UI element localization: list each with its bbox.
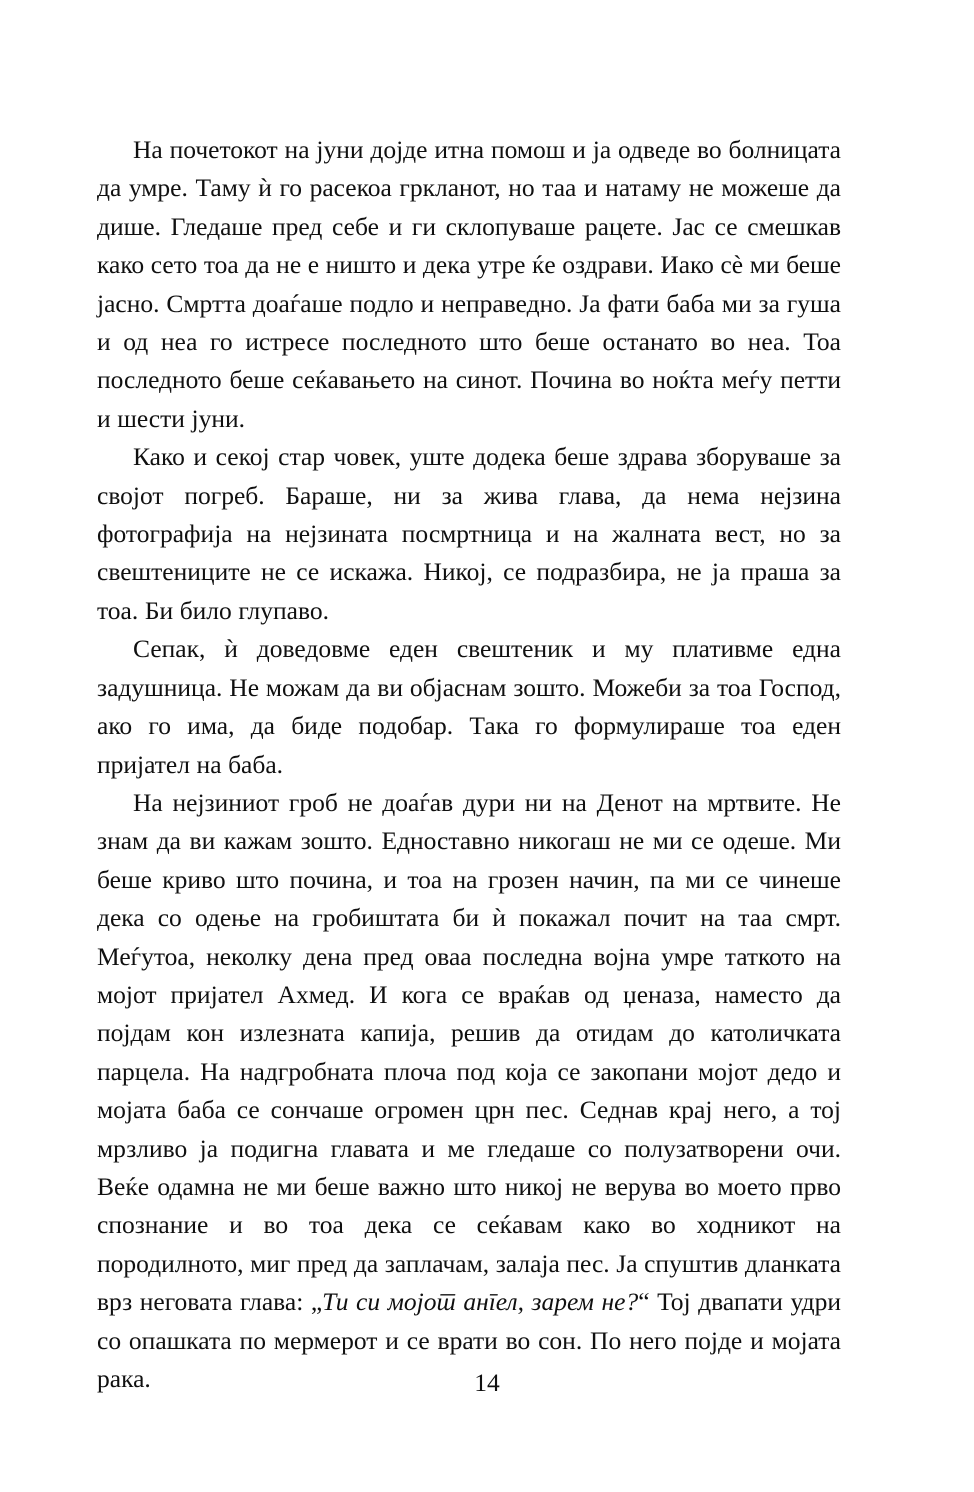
paragraph-4-text-after-quote: “ Тој двапати удри со опашката по мермерот и се врати во сон. По него појде и мојата рака. — [97, 1287, 841, 1393]
paragraph-1: На почетокот на јуни дојде итна помош и ја одведе во болницата да умре. Таму ѝ го расекоа гркланот, но таа и натаму не можеше да дише. Гледаше пред себе и ги склопуваше рацете. Јас се смешкав како сето тоа да не е ништо и дека утре ќе оздрави. Иако сѐ ми беше јасно. Смртта доаѓаше подло и неправедно. Ја фати баба ми за гуша и од неа го истресе последното што беше останато во неа. Тоа последното беше сеќавањето на синот. Почина во ноќта меѓу петти и шести јуни. — [97, 135, 841, 433]
paragraph-3: Сепак, ѝ доведовме еден свештеник и му плативме една задушница. Не можам да ви објаснам зошто. Можеби за тоа Господ, ако го има, да биде подобар. Така го формулираше тоа еден пријател на баба. — [97, 634, 841, 779]
page-text-block — [97, 131, 841, 1398]
paragraph-4 — [97, 784, 841, 1399]
paragraph-2: Како и секој стар човек, уште додека беше здрава зборуваше за својот погреб. Бараше, ни за жива глава, да нема нејзина фотографија на нејзината посмртница и на жалната вест, но за свештениците не се искажа. Никој, се подразбира, не ја праша за тоа. Би било глупаво. — [97, 442, 841, 625]
paragraph-4-text-before-quote: На нејзиниот гроб не доаѓав дури ни на Денот на мртвите. Не знам да ви кажам зошто. Едноставно никогаш не ми се одеше. Ми беше криво што почина, и тоа на грозен начин, па ми се чинеше дека со одење на гробиштата би ѝ покажал почит на таа смрт. Меѓутоа, неколку дена пред оваа последна војна умре таткото на мојот пријател Ахмед. И кога се враќав од џеназа, наместо да појдам кон излезната капија, решив да отидам до католичката парцела. На надгробната плоча под која се закопани мојот дедо и мојата баба се сончаше огромен црн пес. Седнав крај него, а тој мрзливо ја подигна главата и ме гледаше со полузатворени очи. Веќе одамна не ми беше важно што никој не верува во моето прво спознание и во тоа дека се сеќавам како во ходникот на породилното, миг пред да заплачам, залаја пес. Ја спуштив дланката врз неговата глава: „ — [97, 787, 841, 1317]
paragraph-4-italic-quote: Ти си мојот ангел, зарем не? — [322, 1287, 639, 1317]
page-number: 14 — [474, 1368, 500, 1397]
